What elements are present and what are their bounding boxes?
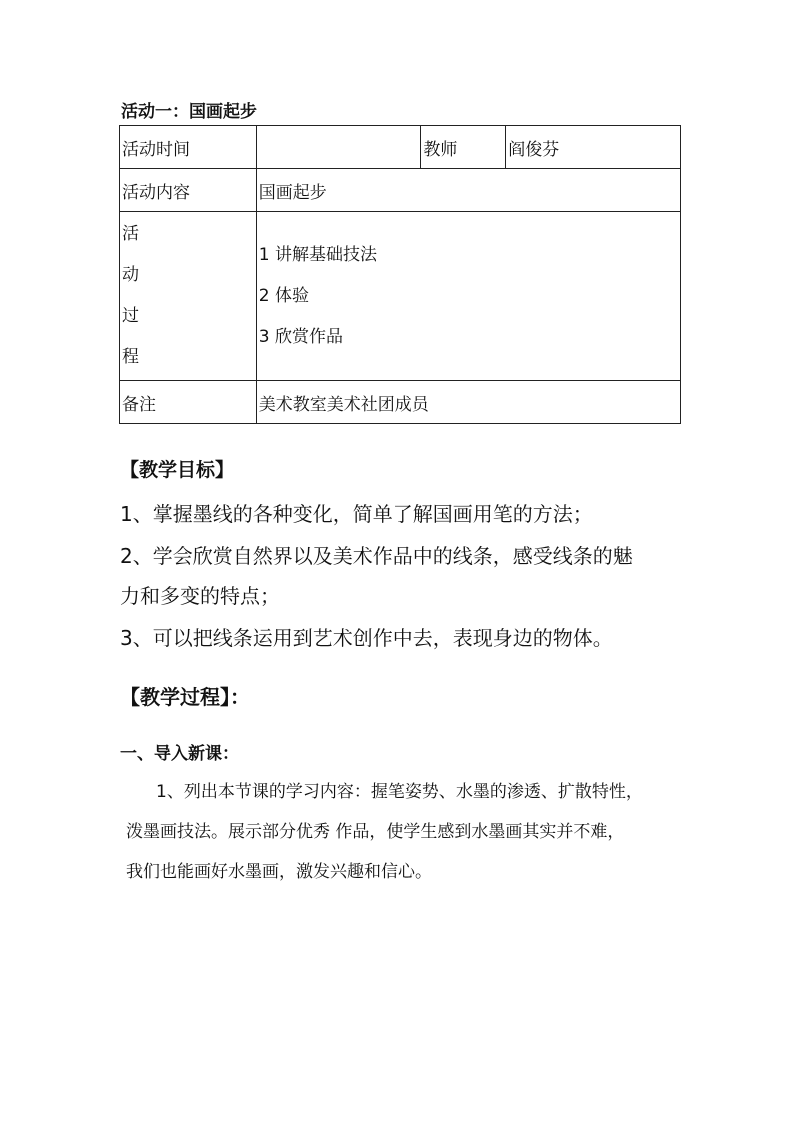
process-label-char: 动 (122, 265, 139, 285)
process-label-char: 程 (122, 347, 139, 367)
activity-content-value: 国画起步 (256, 169, 680, 212)
teacher-value: 阎俊芬 (506, 126, 681, 169)
process-label-char: 活 (122, 224, 139, 244)
row-activity-content (120, 169, 681, 212)
activity-content-label: 活动内容 (120, 169, 257, 212)
process-step: 2 体验 (258, 285, 309, 306)
intro-line: 1、列出本节课的学习内容：握笔姿势、水墨的渗透、扩散特性， (156, 782, 643, 802)
teacher-label: 教师 (421, 126, 506, 169)
process-step: 3 欣赏作品 (258, 326, 343, 347)
goals-heading: 【教学目标】 (120, 459, 235, 481)
process-step: 1 讲解基础技法 (258, 244, 377, 265)
intro-line: 泼墨画技法。展示部分优秀 作品，使学生感到水墨画其实并不难， (126, 822, 625, 842)
activity-process-label (120, 212, 257, 381)
intro-paragraph (126, 772, 686, 892)
activity-title: 活动一：国画起步 (121, 102, 257, 122)
goal-item: 3、可以把线条运用到艺术创作中去，表现身边的物体。 (120, 626, 613, 650)
intro-heading: 一、导入新课： (120, 744, 239, 764)
goal-item: 1、掌握墨线的各种变化，简单了解国画用笔的方法； (120, 502, 593, 526)
goal-item: 力和多变的特点； (120, 584, 280, 608)
row-note (120, 381, 681, 424)
process-heading: 【教学过程】： (120, 685, 250, 709)
goal-item: 2、学会欣赏自然界以及美术作品中的线条，感受线条的魅 (120, 544, 633, 568)
activity-process-steps (256, 212, 680, 381)
activity-time-label: 活动时间 (120, 126, 257, 169)
activity-info-table (119, 125, 681, 424)
intro-line: 我们也能画好水墨画，激发兴趣和信心。 (126, 862, 432, 882)
note-label: 备注 (120, 381, 257, 424)
row-activity-time (120, 126, 681, 169)
row-activity-process (120, 212, 681, 381)
note-value: 美术教室美术社团成员 (256, 381, 680, 424)
activity-time-value (256, 126, 421, 169)
process-label-char: 过 (122, 306, 139, 326)
